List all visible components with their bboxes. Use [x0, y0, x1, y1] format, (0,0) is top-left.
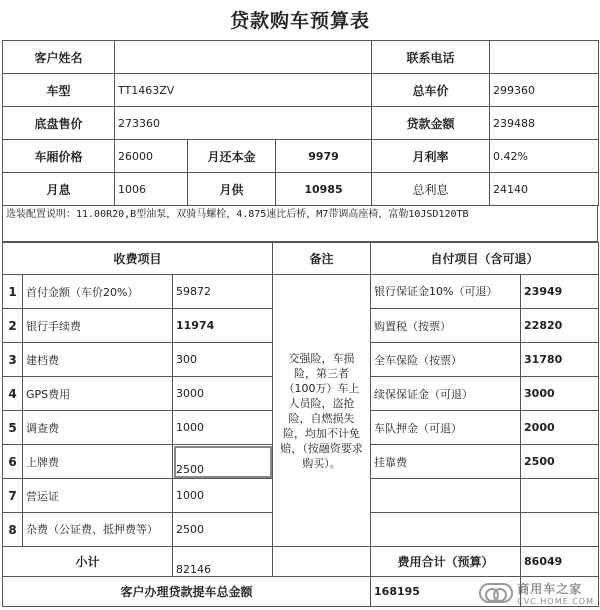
fee-item-name: 首付金额（车价20%） — [23, 275, 173, 309]
fee-item-amount[interactable]: 11974 — [173, 309, 273, 343]
body-price-label: 车厢价格 — [3, 140, 115, 173]
fee-item-name: GPS费用 — [23, 377, 173, 411]
fee-item-name: 上牌费 — [23, 445, 173, 479]
customer-name-label: 客户姓名 — [3, 41, 115, 74]
fee-item-name: 调查费 — [23, 411, 173, 445]
monthly-interest-value[interactable]: 1006 — [115, 173, 188, 206]
self-pay-item-name — [371, 513, 521, 547]
monthly-payment-label: 月供 — [188, 173, 276, 206]
monthly-principal-value[interactable]: 9979 — [276, 140, 372, 173]
monthly-rate-value[interactable]: 0.42% — [490, 140, 599, 173]
watermark-url: CVC.HOME.COM — [517, 597, 594, 606]
fee-item-amount-selected[interactable]: 2500 — [173, 445, 273, 479]
fee-item-amount[interactable]: 1000 — [173, 411, 273, 445]
row-number: 2 — [3, 309, 23, 343]
fee-item-name: 银行手续费 — [23, 309, 173, 343]
grand-total-label: 客户办理贷款提车总金额 — [3, 577, 371, 607]
row-number: 8 — [3, 513, 23, 547]
watermark-logo-icon — [479, 583, 513, 603]
watermark-text: 商用车之家 — [517, 582, 583, 596]
fee-item-amount[interactable]: 2500 — [173, 513, 273, 547]
self-pay-item-name: 全车保险（按票） — [371, 343, 521, 377]
page-title: 贷款购车预算表 — [229, 10, 370, 32]
model-label: 车型 — [3, 74, 115, 107]
customer-info-table — [2, 40, 599, 206]
total-interest-value[interactable]: 24140 — [490, 173, 599, 206]
row-number: 6 — [3, 445, 23, 479]
self-pay-item-amount[interactable]: 31780 — [521, 343, 599, 377]
grand-total-value[interactable]: 168195 — [371, 577, 521, 607]
row-number: 1 — [3, 275, 23, 309]
fee-breakdown-table — [2, 242, 599, 607]
fee-item-amount[interactable]: 59872 — [173, 275, 273, 309]
fees-header: 收费项目 — [3, 243, 273, 275]
self-pay-item-amount[interactable]: 2500 — [521, 445, 599, 479]
fee-total-value[interactable]: 86049 — [521, 547, 599, 577]
self-pay-item-name — [371, 479, 521, 513]
self-pay-item-amount[interactable]: 22820 — [521, 309, 599, 343]
self-pay-item-name: 续保保证金（可退） — [371, 377, 521, 411]
row-number: 5 — [3, 411, 23, 445]
empty-cell — [273, 547, 371, 577]
self-pay-item-name: 挂靠费 — [371, 445, 521, 479]
fee-item-amount[interactable]: 3000 — [173, 377, 273, 411]
subtotal-label: 小计 — [3, 547, 173, 577]
self-pay-item-amount[interactable]: 23949 — [521, 275, 599, 309]
self-pay-item-name: 购置税（按票） — [371, 309, 521, 343]
monthly-payment-value[interactable]: 10985 — [276, 173, 372, 206]
self-pay-item-amount[interactable] — [521, 513, 599, 547]
total-interest-label: 总利息 — [372, 173, 490, 206]
chassis-price-value[interactable]: 273360 — [115, 107, 372, 140]
row-number: 3 — [3, 343, 23, 377]
fee-item-amount[interactable]: 300 — [173, 343, 273, 377]
total-price-label: 总车价 — [372, 74, 490, 107]
monthly-rate-label: 月利率 — [372, 140, 490, 173]
fee-item-name: 营运证 — [23, 479, 173, 513]
phone-value[interactable] — [490, 41, 599, 74]
self-pay-item-amount[interactable] — [521, 479, 599, 513]
chassis-price-label: 底盘售价 — [3, 107, 115, 140]
total-price-value[interactable]: 299360 — [490, 74, 599, 107]
spec-description: 选装配置说明：11.00R20,B型油泵，双骑马螺栓，4.875速比后桥，M7带调高座椅，富勒10JSD120TB — [2, 206, 598, 242]
fee-item-name: 建档费 — [23, 343, 173, 377]
table-row — [3, 275, 599, 309]
fee-item-amount[interactable]: 1000 — [173, 479, 273, 513]
self-pay-item-name: 车队押金（可退） — [371, 411, 521, 445]
remarks-cell: 交强险，车损险，第三者（100万）车上人员险，盗抢险，自燃损失险，均加不计免赔，（按融资要求购买）。 — [273, 275, 371, 547]
self-pay-item-amount[interactable]: 2000 — [521, 411, 599, 445]
self-pay-item-amount[interactable]: 3000 — [521, 377, 599, 411]
fee-total-label: 费用合计（预算） — [371, 547, 521, 577]
loan-amount-value[interactable]: 239488 — [490, 107, 599, 140]
watermark — [479, 580, 594, 606]
row-number: 7 — [3, 479, 23, 513]
monthly-interest-label: 月息 — [3, 173, 115, 206]
body-price-value[interactable]: 26000 — [115, 140, 188, 173]
subtotal-value[interactable]: 82146 — [173, 547, 273, 577]
loan-amount-label: 贷款金额 — [372, 107, 490, 140]
customer-name-value[interactable] — [115, 41, 372, 74]
fee-item-name: 杂费（公证费、抵押费等） — [23, 513, 173, 547]
model-value[interactable]: TT1463ZV — [115, 74, 372, 107]
row-number: 4 — [3, 377, 23, 411]
self-pay-header: 自付项目（含可退） — [371, 243, 599, 275]
remarks-header: 备注 — [273, 243, 371, 275]
monthly-principal-label: 月还本金 — [188, 140, 276, 173]
phone-label: 联系电话 — [372, 41, 490, 74]
self-pay-item-name: 银行保证金10%（可退） — [371, 275, 521, 309]
